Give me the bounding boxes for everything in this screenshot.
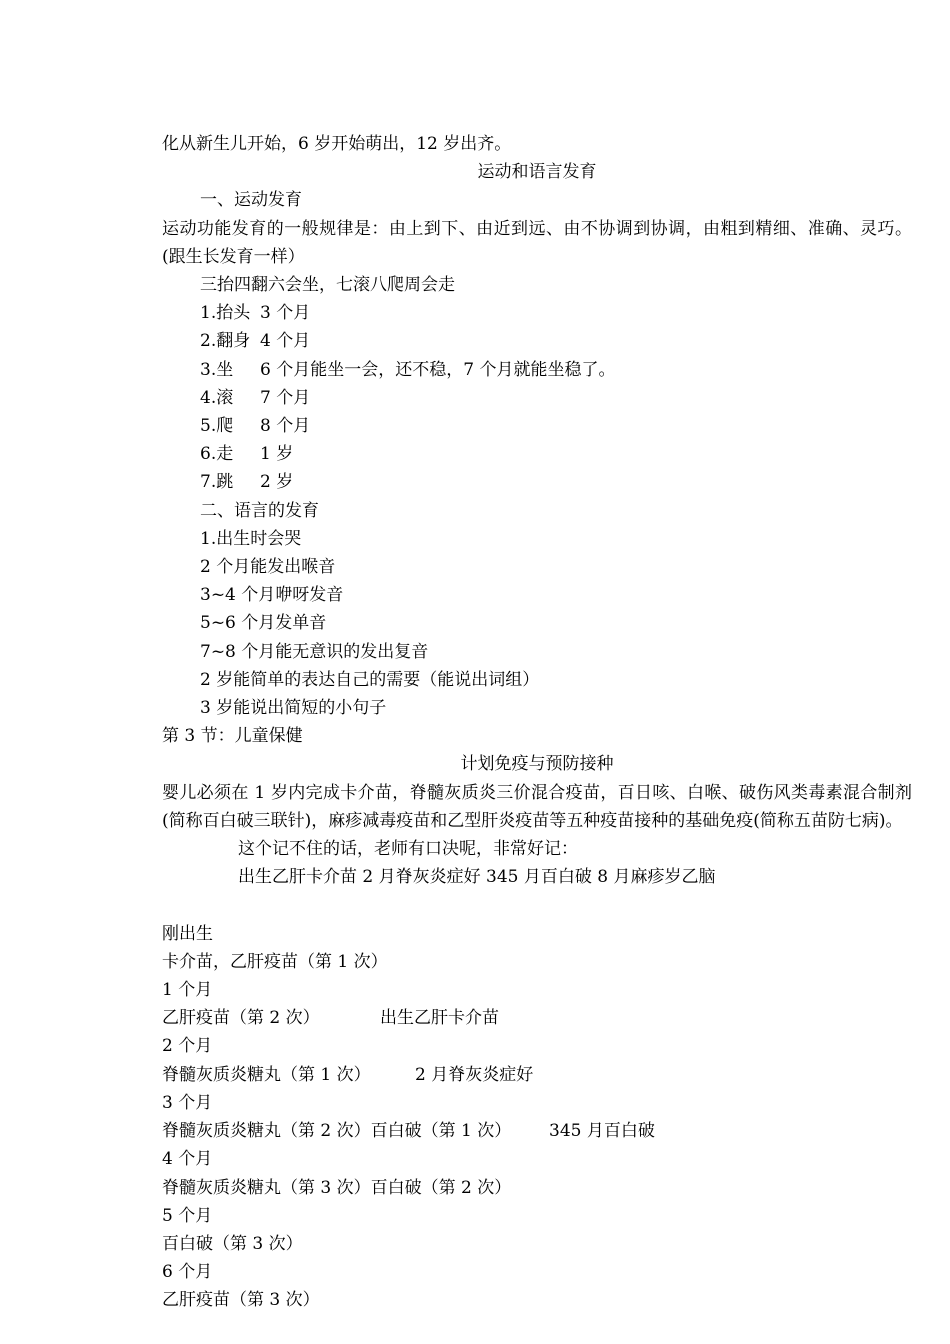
milestone-age: 4 个月: [260, 331, 311, 352]
schedule-vaccine: 百白破（第 3 次）: [162, 1233, 303, 1254]
milestone-label: 4.滚: [200, 387, 234, 408]
schedule-vaccine: 卡介苗，乙肝疫苗（第 1 次）: [162, 951, 388, 972]
paragraph-motor-rules: 运动功能发育的一般规律是：由上到下、由近到远、由不协调到协调，由粗到精细、准确、灵巧。(跟生长发育一样）: [162, 218, 912, 267]
subheading-language-development: 二、语言的发育: [200, 500, 319, 521]
schedule-vaccine: 脊髓灰质炎糖丸（第 3 次）百白破（第 2 次）: [162, 1177, 512, 1198]
schedule-vaccine: 乙肝疫苗（第 3 次）: [162, 1290, 320, 1311]
language-item: 1.出生时会哭: [200, 528, 302, 549]
mnemonic-vaccine: 出生乙肝卡介苗 2 月脊灰炎症好 345 月百白破 8 月麻疹岁乙脑: [238, 867, 716, 888]
milestone-item: [162, 299, 912, 327]
milestone-item: [162, 412, 912, 440]
milestone-item: [162, 440, 912, 468]
language-item: 7~8 个月能无意识的发出复音: [200, 641, 429, 662]
text-line-tooth-eruption: 化从新生儿开始，6 岁开始萌出，12 岁出齐。: [162, 134, 512, 154]
schedule-age: 3 个月: [162, 1092, 213, 1113]
schedule-mnemonic: 345 月百白破: [549, 1121, 655, 1142]
schedule-vaccine: [162, 1061, 912, 1089]
schedule-vaccine-text: 脊髓灰质炎糖丸（第 2 次）百白破（第 1 次）: [162, 1121, 512, 1142]
milestone-item: [162, 356, 912, 384]
milestone-age: 1 岁: [260, 444, 294, 465]
language-item: 2 个月能发出喉音: [200, 557, 336, 578]
language-item: 3 岁能说出简短的小句子: [200, 698, 387, 719]
milestone-item: [162, 327, 912, 355]
milestone-item: [162, 468, 912, 496]
schedule-mnemonic: 2 月脊灰炎症好: [415, 1064, 534, 1085]
section-heading-immunization: 计划免疫与预防接种: [460, 754, 614, 775]
schedule-mnemonic: 出生乙肝卡介苗: [380, 1008, 499, 1029]
milestone-age: 3 个月: [260, 303, 311, 324]
milestone-label: 5.爬: [200, 416, 234, 437]
mnemonic-motor: 三抬四翻六会坐，七滚八爬周会走: [200, 275, 455, 296]
milestone-label: 1.抬头: [200, 303, 251, 324]
milestone-label: 2.翻身: [200, 331, 251, 352]
milestone-item: [162, 384, 912, 412]
schedule-age: 1 个月: [162, 980, 213, 1001]
section-title-child-health: 第 3 节：儿童保健: [162, 726, 303, 747]
milestone-age: 2 岁: [260, 472, 294, 493]
schedule-vaccine-text: 脊髓灰质炎糖丸（第 1 次）: [162, 1064, 371, 1085]
milestone-age: 7 个月: [260, 387, 311, 408]
schedule-age: 6 个月: [162, 1262, 213, 1283]
schedule-age: 刚出生: [162, 923, 213, 944]
milestone-label: 6.走: [200, 444, 234, 465]
mnemonic-intro: 这个记不住的话，老师有口决呢，非常好记：: [238, 839, 578, 860]
language-item: 3~4 个月咿呀发音: [200, 585, 344, 606]
schedule-vaccine-text: 乙肝疫苗（第 2 次）: [162, 1008, 320, 1029]
paragraph-immunization: 婴儿必须在 1 岁内完成卡介苗，脊髓灰质炎三价混合疫苗，百日咳、白喉、破伤风类毒素混合制剂(简称百白破三联针)，麻疹减毒疫苗和乙型肝炎疫苗等五种疫苗接种的基础免疫(简称五苗防七病)。: [162, 782, 912, 831]
document-page: [162, 130, 912, 1315]
language-item: 2 岁能简单的表达自己的需要（能说出词组）: [200, 669, 540, 690]
schedule-age: 4 个月: [162, 1149, 213, 1170]
milestone-label: 7.跳: [200, 472, 234, 493]
schedule-age: 2 个月: [162, 1036, 213, 1057]
subheading-motor-development: 一、运动发育: [200, 190, 302, 211]
language-item: 5~6 个月发单音: [200, 613, 327, 634]
milestone-age: 6 个月能坐一会，还不稳，7 个月就能坐稳了。: [260, 359, 616, 380]
milestone-label: 3.坐: [200, 359, 234, 380]
milestone-age: 8 个月: [260, 416, 311, 437]
blank-line: [162, 891, 912, 919]
schedule-age: 5 个月: [162, 1205, 213, 1226]
schedule-vaccine: [162, 1004, 912, 1032]
schedule-vaccine: [162, 1117, 912, 1145]
section-heading-motor-language: 运动和语言发育: [477, 162, 597, 183]
